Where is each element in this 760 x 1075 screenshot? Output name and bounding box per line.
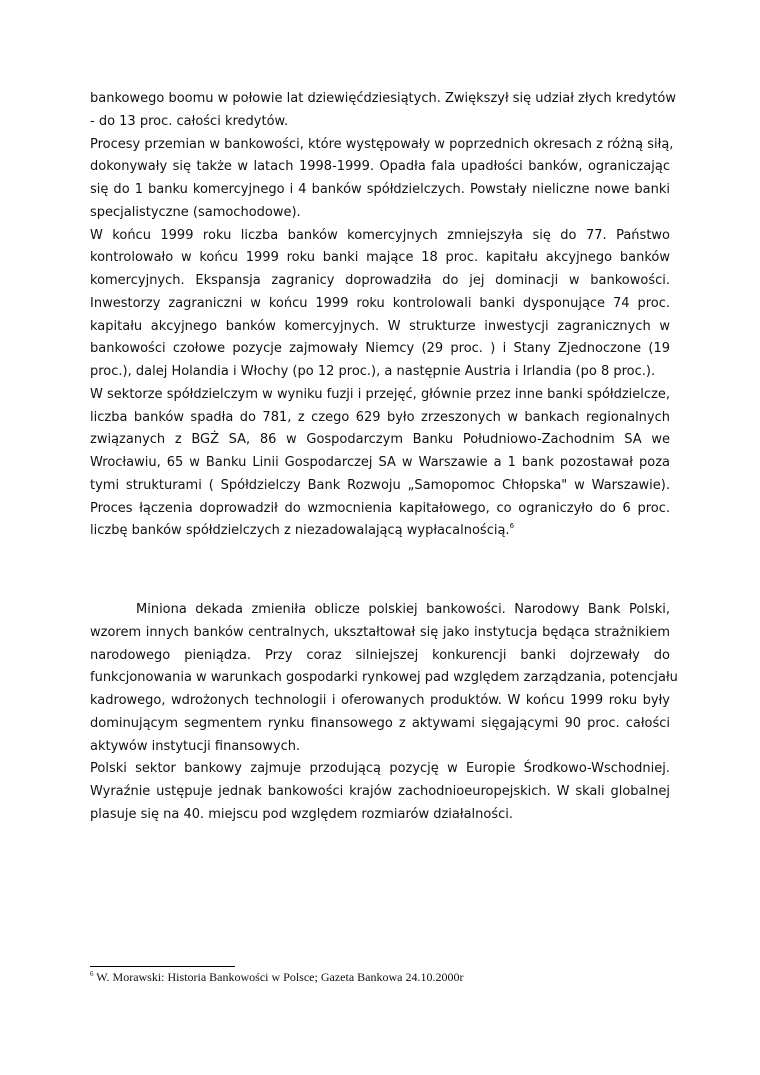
line-text: Polski sektor bankowy zajmuje przodującą pozycję w Europie Środkowo-Wschodniej. — [90, 761, 670, 777]
text-line — [90, 736, 670, 759]
line-text: liczba banków spadła do 781, z czego 629 było zrzeszonych w bankach regionalnych — [90, 409, 670, 425]
text-line — [90, 338, 670, 361]
text-line — [90, 599, 670, 622]
line-text: się do 1 banku komercyjnego i 4 banków spółdzielczych. Powstały nieliczne nowe banki — [90, 182, 670, 197]
text-line — [90, 520, 670, 543]
section-2-text — [90, 599, 678, 827]
text-line — [90, 134, 674, 157]
text-line — [90, 645, 670, 668]
line-text: W końcu 1999 roku liczba banków komercyjnych zmniejszyła się do 77. Państwo — [90, 227, 670, 243]
text-line — [90, 622, 670, 645]
line-text: tymi strukturami ( Spółdzielczy Bank Rozwoju „Samopomoc Chłopska" w Warszawie). — [90, 477, 670, 493]
text-line — [90, 498, 670, 521]
footnote-text: W. Morawski: Historia Bankowości w Polsce; Gazeta Bankowa 24.10.2000r — [96, 970, 464, 984]
line-text: W sektorze spółdzielczym w wyniku fuzji i przejęć, głównie przez inne banki spółdzielcze, — [90, 386, 670, 402]
text-line — [90, 690, 670, 713]
footnote-reference[interactable]: 6 — [509, 522, 515, 531]
text-line — [90, 111, 670, 134]
text-line — [90, 758, 670, 781]
text-line — [90, 429, 670, 452]
line-text: Wrocławiu, 65 w Banku Linii Gospodarczej SA w Warszawie a 1 bank pozostawał poza — [90, 455, 670, 470]
text-line — [90, 667, 678, 690]
text-line — [90, 804, 670, 827]
text-line — [90, 316, 670, 339]
section-1-text — [90, 88, 676, 543]
text-line — [90, 475, 670, 498]
line-text: plasuje się na 40. miejscu pod względem rozmiarów działalności. — [90, 806, 514, 822]
line-text: bankowości czołowe pozycje zajmowały Niemcy (29 proc. ) i Stany Zjednoczone (19 — [90, 341, 670, 357]
text-line — [90, 713, 670, 736]
text-line — [90, 202, 670, 225]
line-text: związanych z BGŻ SA, 86 w Gospodarczym Banku Południowo-Zachodnim SA we — [90, 432, 670, 448]
line-text: aktywów instytucji finansowych. — [90, 738, 301, 754]
line-text: proc.), dalej Holandia i Włochy (po 12 proc.), a następnie Austria i Irlandia (po 8 proc.). — [90, 364, 656, 379]
line-text: kadrowego, wdrożonych technologii i oferowanych produktów. W końcu 1999 roku były — [90, 693, 670, 708]
text-line — [90, 407, 670, 430]
text-line — [90, 247, 670, 270]
line-text: wzorem innych banków centralnych, ukształtował się jako instytucja będąca strażnikiem — [90, 624, 670, 640]
footnote-separator — [90, 966, 235, 967]
text-line — [90, 225, 670, 248]
text-line — [90, 88, 676, 111]
line-text: bankowego boomu w połowie lat dziewięćdziesiątych. Zwiększył się udział złych kredytów — [90, 91, 676, 106]
text-line — [90, 361, 670, 384]
text-line — [90, 293, 670, 316]
line-text: kapitału akcyjnego banków komercyjnych. W strukturze inwestycji zagranicznych w — [90, 318, 670, 334]
line-text: Procesy przemian w bankowości, które występowały w poprzednich okresach z różną siłą, — [90, 136, 674, 152]
text-line — [90, 452, 670, 475]
line-text: Miniona dekada zmieniła oblicze polskiej bankowości. Narodowy Bank Polski, — [136, 602, 670, 617]
line-text: Proces łączenia doprowadził do wzmocnienia kapitałowego, co ograniczyło do 6 proc. — [90, 500, 670, 516]
text-line — [90, 781, 670, 804]
line-text: Inwestorzy zagraniczni w końcu 1999 roku kontrolowali banki dysponujące 74 proc. — [90, 295, 670, 311]
line-text: specjalistyczne (samochodowe). — [90, 204, 301, 220]
line-text: komercyjnych. Ekspansja zagranicy doprowadziła do jej dominacji w bankowości. — [90, 273, 670, 288]
line-text: narodowego pieniądza. Przy coraz silniejszej konkurencji banki dojrzewały do — [90, 647, 670, 663]
footnote-number: 6 — [90, 970, 94, 978]
line-text: dominującym segmentem rynku finansowego z aktywami sięgającymi 90 proc. całości — [90, 715, 670, 731]
line-text: - do 13 proc. całości kredytów. — [90, 113, 289, 129]
footnote — [90, 970, 463, 985]
text-line — [90, 179, 670, 202]
text-line — [90, 156, 670, 179]
line-text: kontrolowało w końcu 1999 roku banki mające 18 proc. kapitału akcyjnego banków — [90, 250, 670, 266]
text-line — [90, 384, 670, 407]
line-text: dokonywały się także w latach 1998-1999. Opadła fala upadłości banków, ograniczając — [90, 159, 670, 175]
line-text: liczbę banków spółdzielczych z niezadowalającą wypłacalnością. — [90, 523, 510, 539]
line-text: funkcjonowania w warunkach gospodarki rynkowej pad względem zarządzania, potencjału — [90, 670, 678, 686]
text-line — [90, 270, 670, 293]
line-text: Wyraźnie ustępuje jednak bankowości krajów zachodnioeuropejskich. W skali globalnej — [90, 784, 670, 799]
